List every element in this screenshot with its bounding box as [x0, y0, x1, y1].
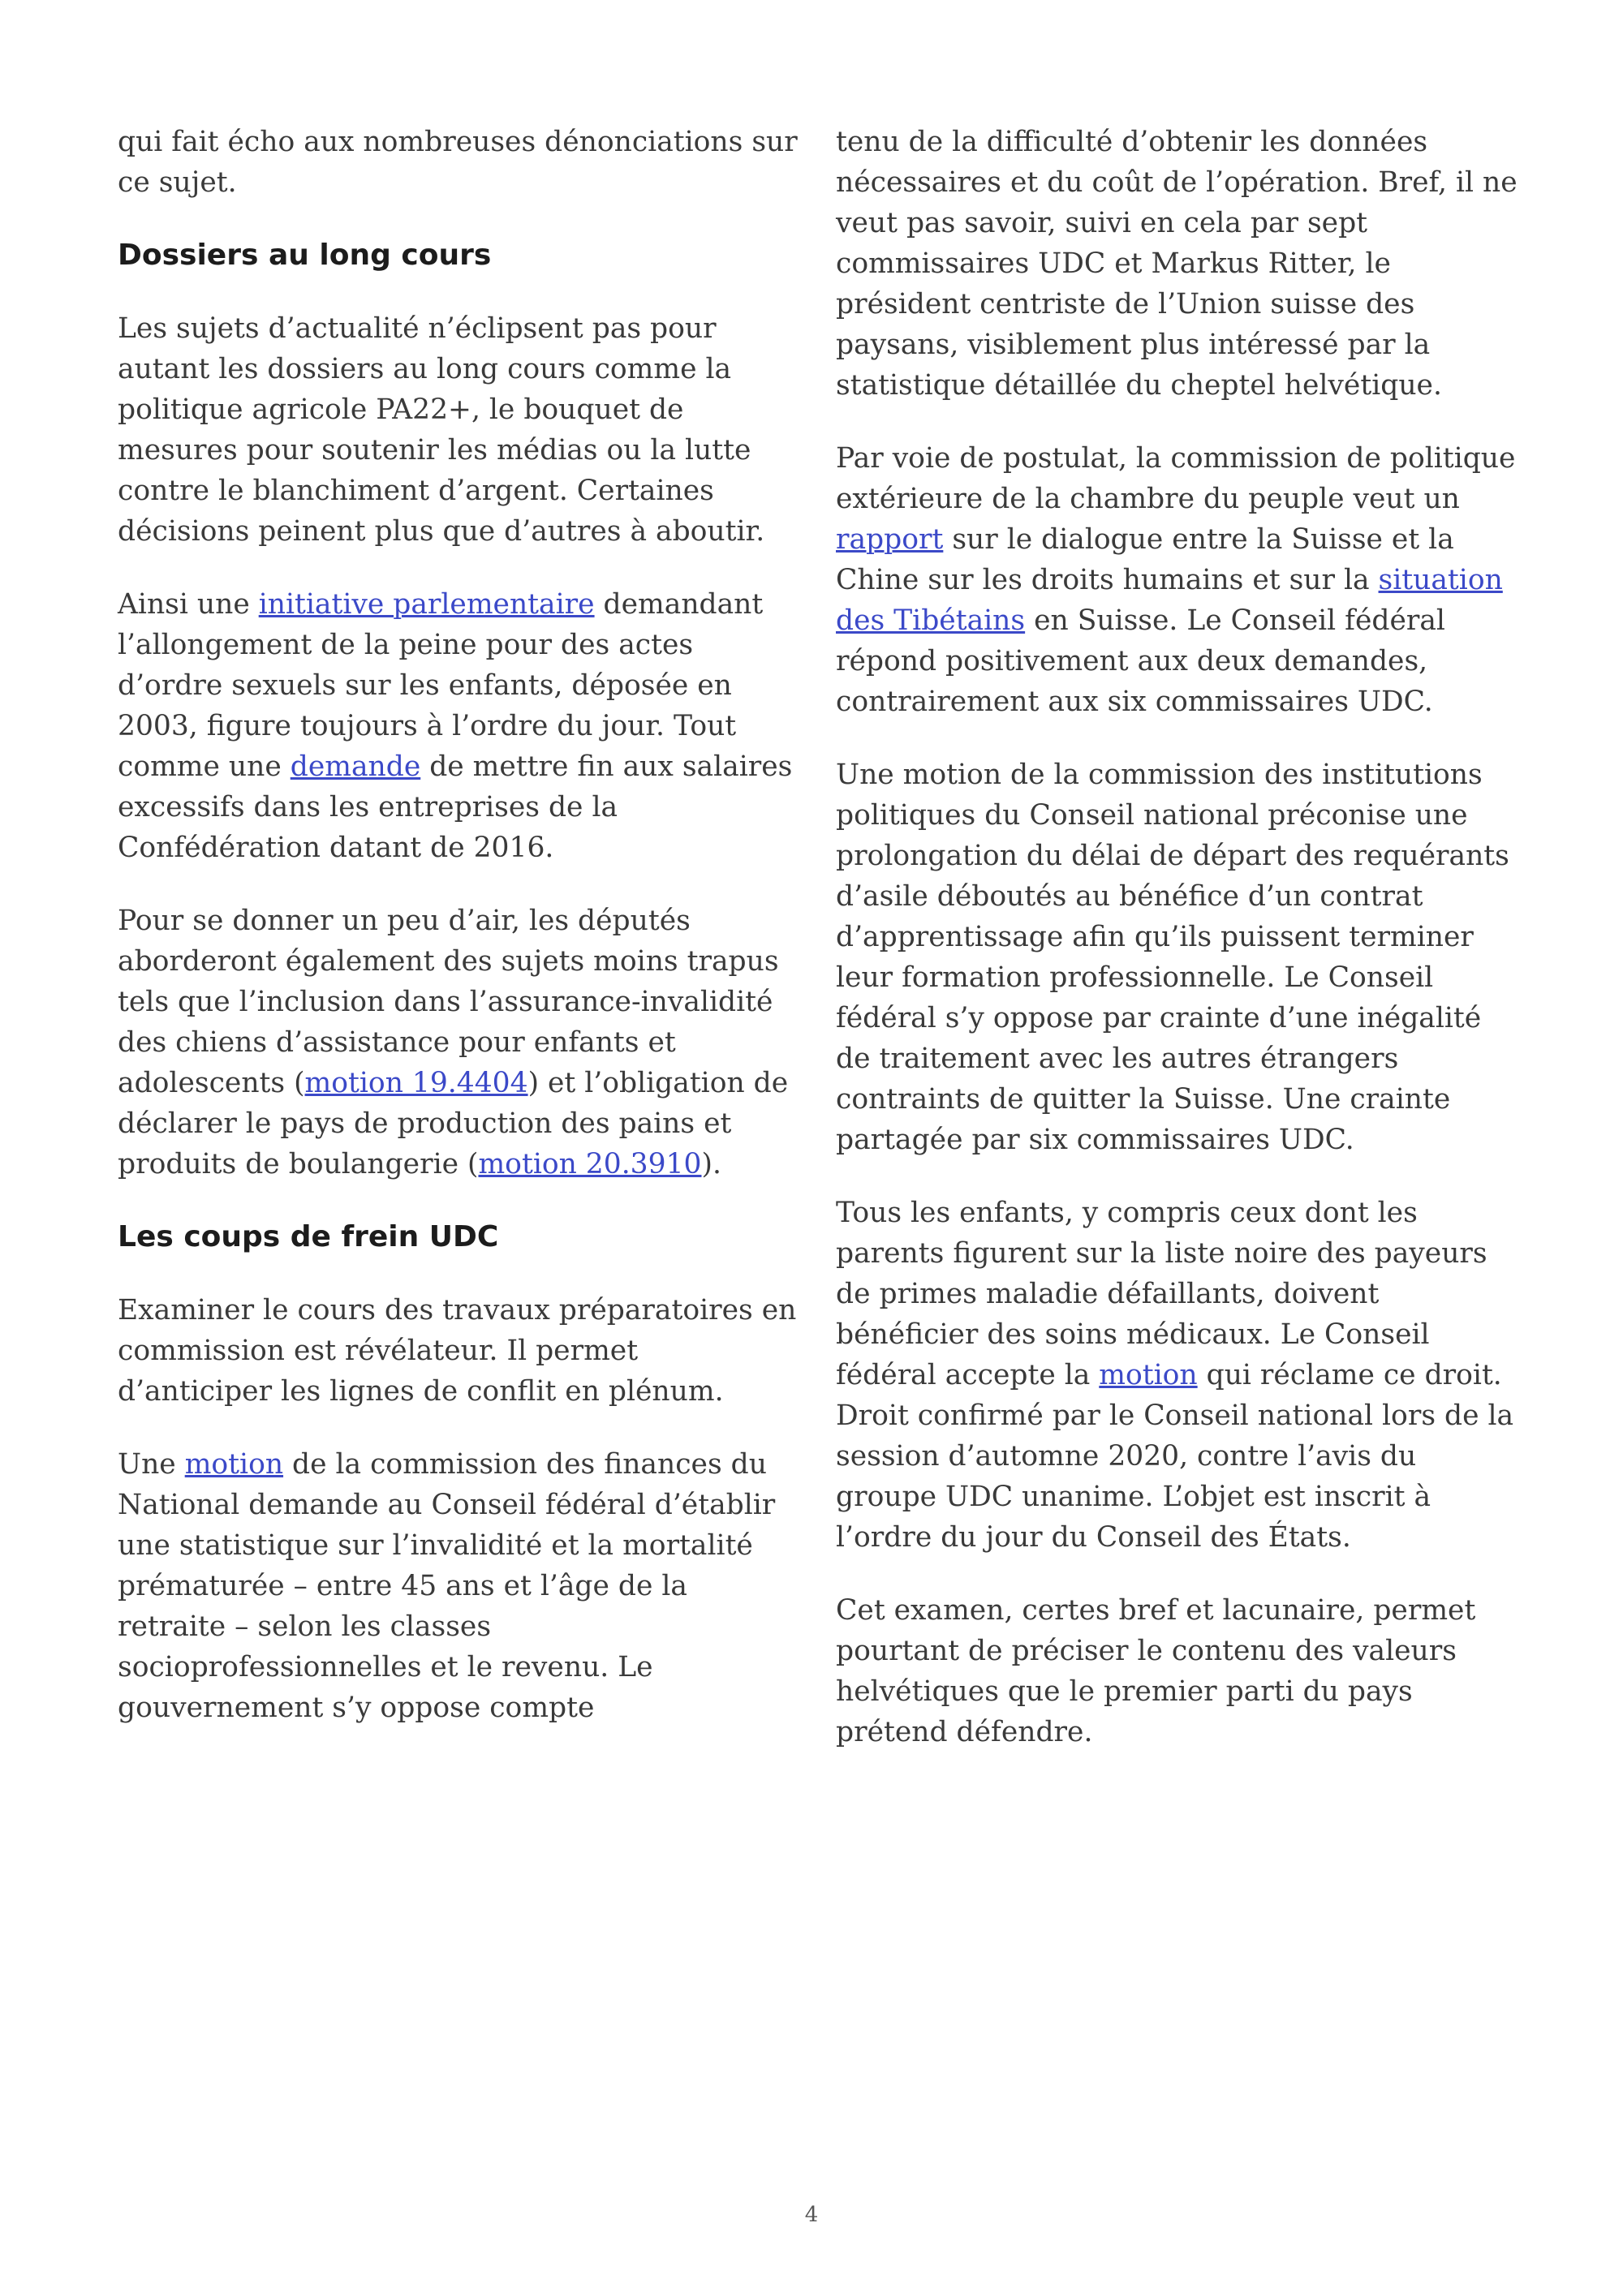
text-run: Tous les enfants, y compris ceux dont les parents figurent sur la liste noire des payeurs de primes maladie défaillants, doivent bénéficier des soins médicaux. Le Conseil fédéral accepte la [836, 1197, 1487, 1391]
text-run: Par voie de postulat, la commission de politique extérieure de la chambre du peuple veut un [836, 442, 1516, 515]
paragraph: Examiner le cours des travaux préparatoires en commission est révélateur. Il permet d’anticiper les lignes de conflit en plénum. [118, 1294, 797, 1408]
paragraph: tenu de la difficulté d’obtenir les données nécessaires et du coût de l’opération. Bref, il ne veut pas savoir, suivi en cela par sept commissaires UDC et Markus Ritter, le président centriste de l’Union suisse des paysans, visiblement plus intéressé par la statistique détaillée du cheptel helvétique. [836, 126, 1518, 402]
left-column [118, 122, 799, 1761]
right-column [836, 122, 1518, 1785]
link-initiative-parlementaire[interactable]: initiative parlementaire [258, 588, 595, 621]
section-heading-dossiers: Dossiers au long cours [118, 239, 492, 272]
link-motion-20-3910[interactable]: motion 20.3910 [478, 1148, 702, 1180]
paragraph: qui fait écho aux nombreuses dénonciations sur ce sujet. [118, 126, 798, 199]
text-run: qui réclame ce droit. Droit confirmé par le Conseil national lors de la session d’automne 2020, contre l’avis du groupe UDC unanime. L’objet est inscrit à l’ordre du jour du Conseil des États. [836, 1359, 1514, 1554]
text-run: en Suisse. Le Conseil fédéral répond positivement aux deux demandes, contrairement aux six commissaires UDC. [836, 604, 1445, 718]
link-motion-19-4404[interactable]: motion 19.4404 [304, 1067, 528, 1099]
section-heading-coups-de-frein: Les coups de frein UDC [118, 1220, 499, 1253]
link-rapport[interactable]: rapport [836, 523, 944, 556]
paragraph [118, 1444, 799, 1728]
page-number: 4 [804, 2203, 819, 2227]
text-run: ) et l’obligation de déclarer le pays de production des pains et produits de boulangerie ( [118, 1067, 789, 1180]
text-run: Ainsi une [118, 588, 259, 621]
text-run: de mettre fin aux salaires excessifs dans les entreprises de la Confédération datant de 2016. [118, 750, 793, 864]
text-run: de la commission des finances du National demande au Conseil fédéral d’établir une statistique sur l’invalidité et la mortalité prématurée – entre 45 ans et l’âge de la retraite – selon les classes socioprofessionnelles et le revenu. Le gouvernement s’y oppose compte [118, 1448, 776, 1724]
paragraph [118, 584, 799, 868]
paragraph: Cet examen, certes bref et lacunaire, permet pourtant de préciser le contenu des valeurs helvétiques que le premier parti du pays prétend défendre. [836, 1594, 1476, 1748]
text-run: demandant l’allongement de la peine pour des actes d’ordre sexuels sur les enfants, déposée en 2003, figure toujours à l’ordre du jour. Tout comme une [118, 588, 764, 783]
paragraph: Les sujets d’actualité n’éclipsent pas pour autant les dossiers au long cours comme la politique agricole PA22+, le bouquet de mesures pour soutenir les médias ou la lutte contre le blanchiment d’argent. Certaines décisions peinent plus que d’autres à aboutir. [118, 312, 765, 548]
text-run: sur le dialogue entre la Suisse et la Chine sur les droits humains et sur la [836, 523, 1454, 596]
text-run: Pour se donner un peu d’air, les députés aborderont également des sujets moins trapus tels que l’inclusion dans l’assurance-invalidité des chiens d’assistance pour enfants et adolescents ( [118, 905, 779, 1099]
link-demande[interactable]: demande [290, 750, 421, 783]
link-situation-des-tibetains[interactable]: situation des Tibétains [836, 564, 1503, 637]
text-run: ). [701, 1148, 721, 1180]
paragraph [836, 438, 1518, 722]
paragraph [118, 901, 799, 1185]
paragraph: Une motion de la commission des institutions politiques du Conseil national préconise une prolongation du délai de départ des requérants d’asile déboutés au bénéfice d’un contrat d’apprentissage afin qu’ils puissent terminer leur formation professionnelle. Le Conseil fédéral s’y oppose par crainte d’une inégalité de traitement avec les autres étrangers contraints de quitter la Suisse. Une crainte partagée par six commissaires UDC. [836, 759, 1509, 1156]
paragraph [836, 1193, 1518, 1558]
link-motion-finances[interactable]: motion [184, 1448, 284, 1481]
text-run: Une [118, 1448, 185, 1481]
link-motion-soins[interactable]: motion [1099, 1359, 1198, 1391]
